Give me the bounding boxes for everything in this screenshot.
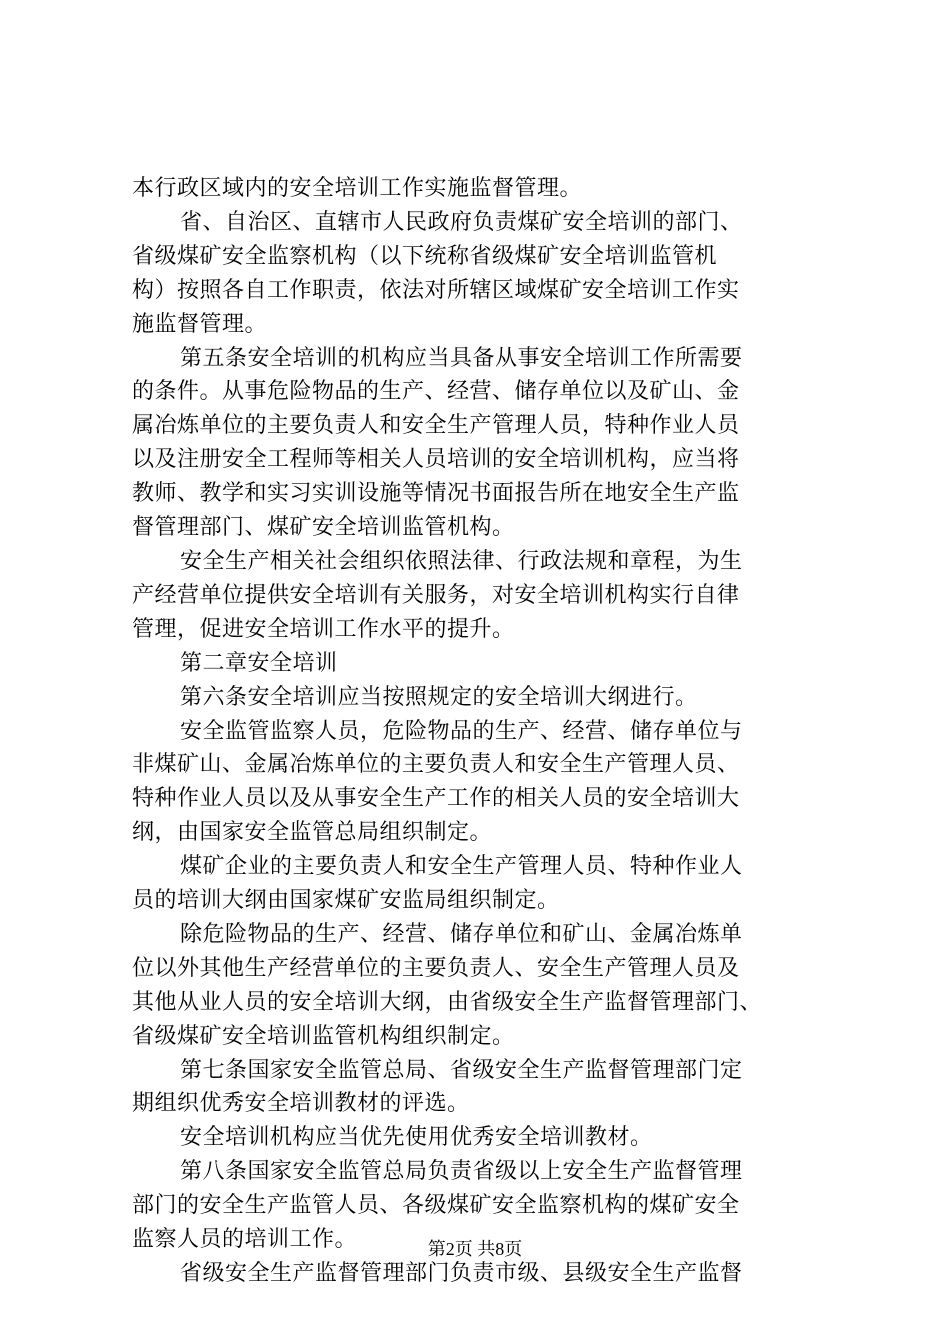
text-line: 安全生产相关社会组织依照法律、行政法规和章程，为生 xyxy=(180,548,743,574)
text-line: 省级煤矿安全监察机构（以下统称省级煤矿安全培训监管机 xyxy=(132,243,718,269)
text-line: 第六条安全培训应当按照规定的安全培训大纲进行。 xyxy=(180,684,698,710)
text-line: 教师、教学和实习实训设施等情况书面报告所在地安全生产监 xyxy=(132,481,740,507)
document-body xyxy=(132,172,832,1291)
text-line: 产经营单位提供安全培训有关服务，对安全培训机构实行自律 xyxy=(132,582,740,608)
text-line: 本行政区域内的安全培训工作实施监督管理。 xyxy=(132,176,583,201)
text-line: 第五条安全培训的机构应当具备从事安全培训工作所需要 xyxy=(180,345,743,371)
text-line: 的条件。从事危险物品的生产、经营、储存单位以及矿山、金 xyxy=(132,379,740,405)
text-line: 督管理部门、煤矿安全培训监管机构。 xyxy=(132,515,515,541)
text-line: 省级煤矿安全培训监管机构组织制定。 xyxy=(132,1023,515,1049)
text-line: 第七条国家安全监管总局、省级安全生产监督管理部门定 xyxy=(180,1057,743,1083)
text-line: 安全监管监察人员，危险物品的生产、经营、储存单位与 xyxy=(180,718,743,744)
text-line: 部门的安全生产监管人员、各级煤矿安全监察机构的煤矿安全 xyxy=(132,1193,740,1219)
text-line: 期组织优秀安全培训教材的评选。 xyxy=(132,1091,470,1117)
text-line: 以及注册安全工程师等相关人员培训的安全培训机构，应当将 xyxy=(132,447,740,473)
text-line: 施监督管理。 xyxy=(132,311,268,337)
text-line: 煤矿企业的主要负责人和安全生产管理人员、特种作业人 xyxy=(180,854,743,880)
text-line: 第八条国家安全监管总局负责省级以上安全生产监督管理 xyxy=(180,1159,743,1185)
text-line: 属冶炼单位的主要负责人和安全生产管理人员，特种作业人员 xyxy=(132,413,740,439)
text-line: 省级安全生产监督管理部门负责市级、县级安全生产监督 xyxy=(180,1261,743,1286)
text-line: 安全培训机构应当优先使用优秀安全培训教材。 xyxy=(180,1125,653,1151)
text-line: 监察人员的培训工作。 xyxy=(132,1227,358,1253)
text-line: 除危险物品的生产、经营、储存单位和矿山、金属冶炼单 xyxy=(180,921,743,947)
page-footer: 第2页 共8页 xyxy=(427,1239,523,1259)
text-line: 纲，由国家安全监管总局组织制定。 xyxy=(132,820,493,846)
text-line: 第二章安全培训 xyxy=(180,650,338,676)
text-line: 其他从业人员的安全培训大纲，由省级安全生产监督管理部门、 xyxy=(132,989,763,1015)
text-line: 省、自治区、直辖市人民政府负责煤矿安全培训的部门、 xyxy=(180,209,743,235)
text-line: 位以外其他生产经营单位的主要负责人、安全生产管理人员及 xyxy=(132,955,740,981)
text-line: 特种作业人员以及从事安全生产工作的相关人员的安全培训大 xyxy=(132,786,740,812)
text-line: 构）按照各自工作职责，依法对所辖区域煤矿安全培训工作实 xyxy=(132,277,740,303)
text-line: 非煤矿山、金属冶炼单位的主要负责人和安全生产管理人员、 xyxy=(132,752,740,778)
text-line: 员的培训大纲由国家煤矿安监局组织制定。 xyxy=(132,888,560,914)
text-line: 管理，促进安全培训工作水平的提升。 xyxy=(132,616,515,642)
